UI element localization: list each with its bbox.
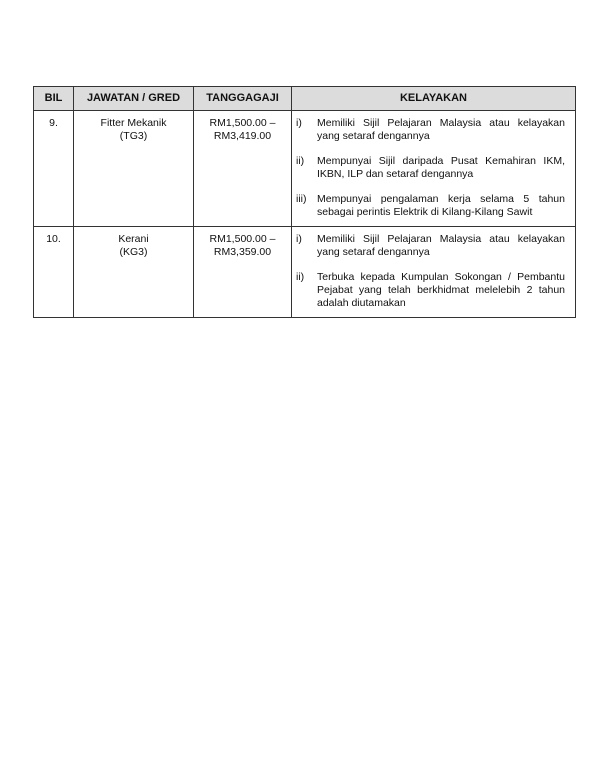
kelayakan-number: iii) <box>296 193 307 205</box>
kelayakan-text: Memiliki Sijil Pelajaran Malaysia atau kelayakan yang setaraf dengannya <box>317 117 565 142</box>
table-row <box>34 111 576 227</box>
kelayakan-text: Mempunyai Sijil daripada Pusat Kemahiran IKM, IKBN, ILP dan setaraf dengannya <box>317 155 565 180</box>
kelayakan-number: i) <box>296 117 302 129</box>
row-tanggagaji <box>194 227 292 318</box>
kelayakan-number: ii) <box>296 271 305 283</box>
jawatan-title: Kerani <box>118 233 149 245</box>
row-kelayakan <box>292 111 576 227</box>
header-kelayakan: KELAYAKAN <box>292 87 576 111</box>
table-header-row <box>34 87 576 111</box>
kelayakan-text: Memiliki Sijil Pelajaran Malaysia atau kelayakan yang setaraf dengannya <box>317 233 565 258</box>
kelayakan-number: i) <box>296 233 302 245</box>
gaji-max: RM3,419.00 <box>213 130 272 142</box>
row-bil: 10. <box>34 227 74 318</box>
row-jawatan <box>74 227 194 318</box>
job-vacancy-table <box>33 86 576 318</box>
jawatan-gred: (KG3) <box>119 246 148 258</box>
gaji-min: RM1,500.00 – <box>209 233 276 245</box>
row-tanggagaji <box>194 111 292 227</box>
kelayakan-item <box>296 117 565 143</box>
kelayakan-item <box>296 155 565 181</box>
kelayakan-text: Terbuka kepada Kumpulan Sokongan / Pembantu Pejabat yang telah berkhidmat melelebih 2 tahun adalah diutamakan <box>317 271 565 309</box>
kelayakan-item <box>296 233 565 259</box>
kelayakan-item <box>296 271 565 310</box>
kelayakan-number: ii) <box>296 155 305 167</box>
row-jawatan <box>74 111 194 227</box>
table-row <box>34 227 576 318</box>
row-kelayakan <box>292 227 576 318</box>
header-tanggagaji: TANGGAGAJI <box>194 87 292 111</box>
header-bil: BIL <box>34 87 74 111</box>
jawatan-gred: (TG3) <box>119 130 148 142</box>
kelayakan-text: Mempunyai pengalaman kerja selama 5 tahun sebagai perintis Elektrik di Kilang-Kilang Sawit <box>317 193 565 218</box>
row-bil: 9. <box>34 111 74 227</box>
gaji-max: RM3,359.00 <box>213 246 272 258</box>
jawatan-title: Fitter Mekanik <box>100 117 167 129</box>
kelayakan-item <box>296 193 565 219</box>
gaji-min: RM1,500.00 – <box>209 117 276 129</box>
header-jawatan: JAWATAN / GRED <box>74 87 194 111</box>
